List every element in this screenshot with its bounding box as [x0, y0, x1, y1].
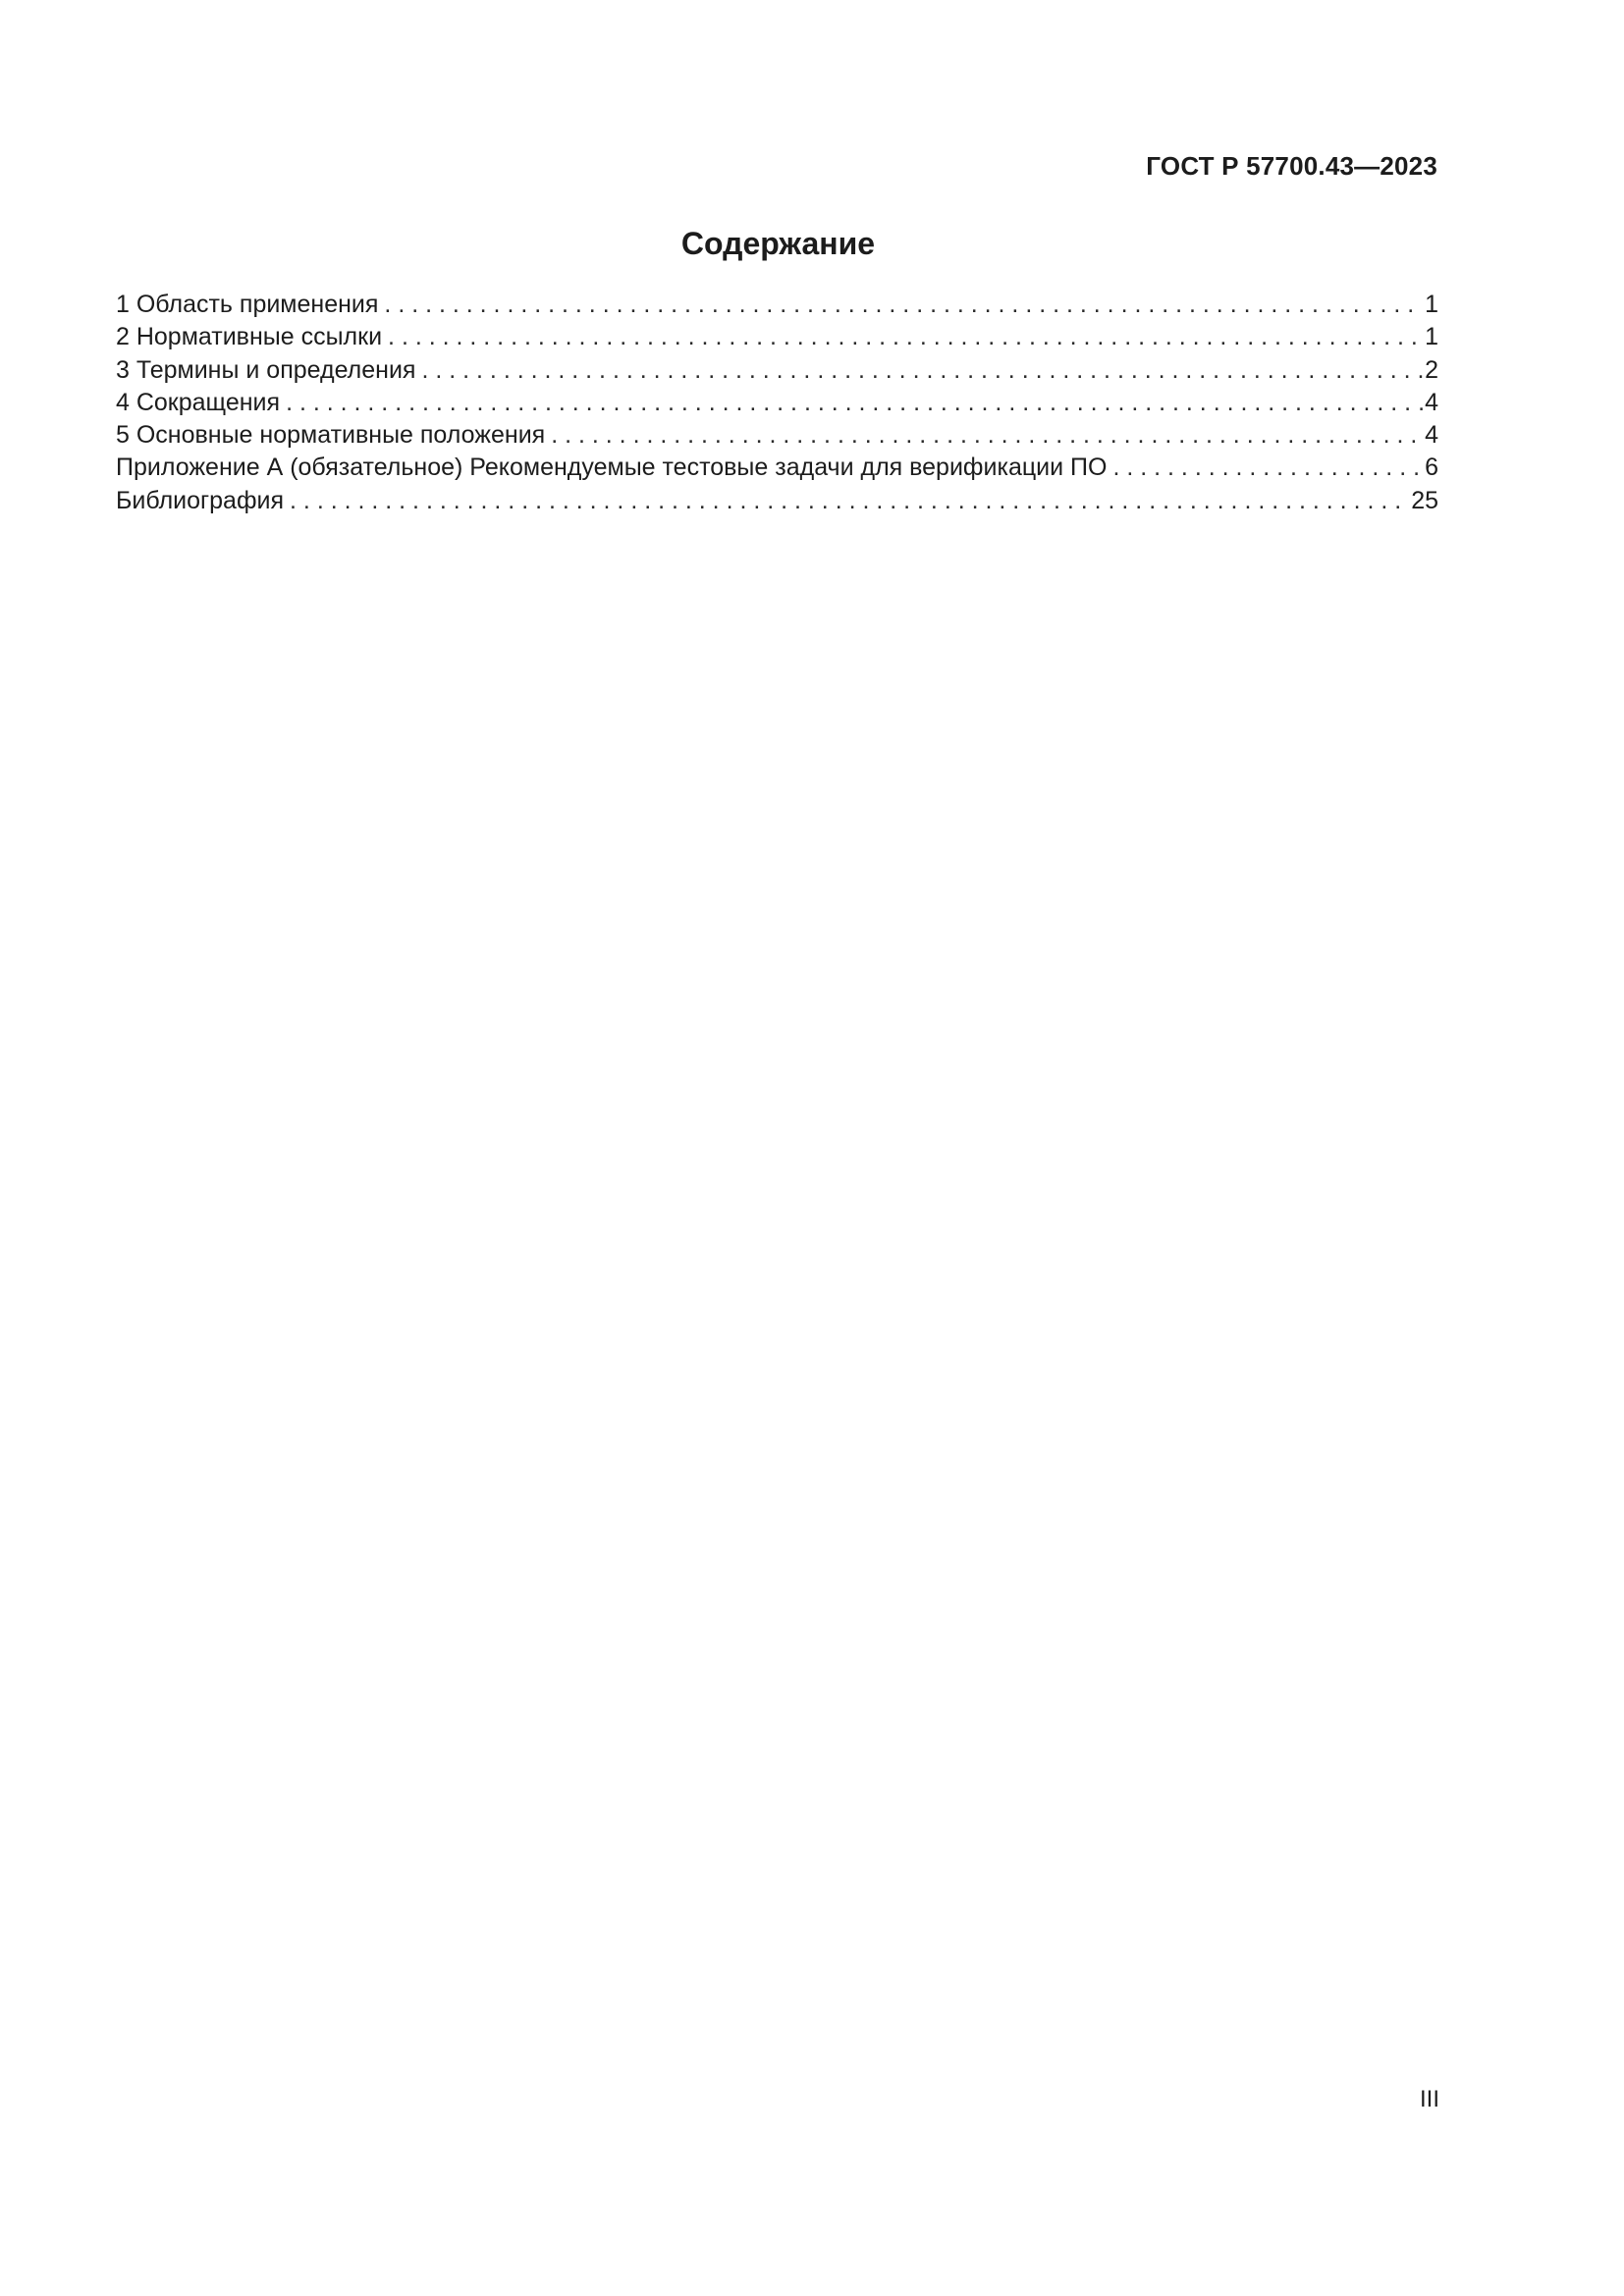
toc-entry-label: 3 Термины и определения — [116, 355, 416, 384]
dot-leader — [290, 485, 1409, 517]
toc-entry-page: 1 — [1425, 291, 1438, 318]
dot-leader — [1112, 452, 1423, 484]
dot-leader — [286, 387, 1423, 419]
dot-leader — [421, 354, 1423, 387]
toc-entry-normative-references[interactable] — [116, 321, 1438, 353]
toc-entry-appendix-a[interactable] — [116, 452, 1438, 484]
toc-entry-page: 1 — [1425, 323, 1438, 351]
toc-entry-label: Библиография — [116, 486, 285, 514]
table-of-contents — [116, 289, 1438, 517]
standard-id-header: ГОСТ Р 57700.43—2023 — [1146, 151, 1437, 181]
toc-entry-label: 1 Область применения — [116, 291, 379, 318]
toc-entry-label: Приложение А (обязательное) Рекомендуемые тестовые задачи для верификации ПО — [116, 454, 1108, 482]
toc-entry-label: 4 Сокращения — [116, 388, 281, 416]
toc-entry-page: 6 — [1425, 454, 1438, 482]
toc-title: Содержание — [680, 226, 876, 261]
toc-entry-page: 4 — [1425, 421, 1438, 450]
dot-leader — [384, 289, 1423, 321]
toc-entry-page: 2 — [1425, 355, 1438, 384]
page-number: III — [1419, 2086, 1439, 2112]
toc-entry-page: 4 — [1425, 388, 1438, 416]
toc-entry-page: 25 — [1411, 486, 1438, 514]
dot-leader — [551, 419, 1423, 452]
toc-entry-bibliography[interactable] — [116, 485, 1438, 517]
toc-entry-label: 2 Нормативные ссылки — [116, 323, 383, 351]
toc-entry-terms-definitions[interactable] — [116, 354, 1438, 387]
toc-entry-label: 5 Основные нормативные положения — [116, 421, 546, 450]
toc-entry-scope[interactable] — [116, 289, 1438, 321]
toc-entry-main-provisions[interactable] — [116, 419, 1438, 452]
toc-entry-abbreviations[interactable] — [116, 387, 1438, 419]
dot-leader — [388, 321, 1423, 353]
